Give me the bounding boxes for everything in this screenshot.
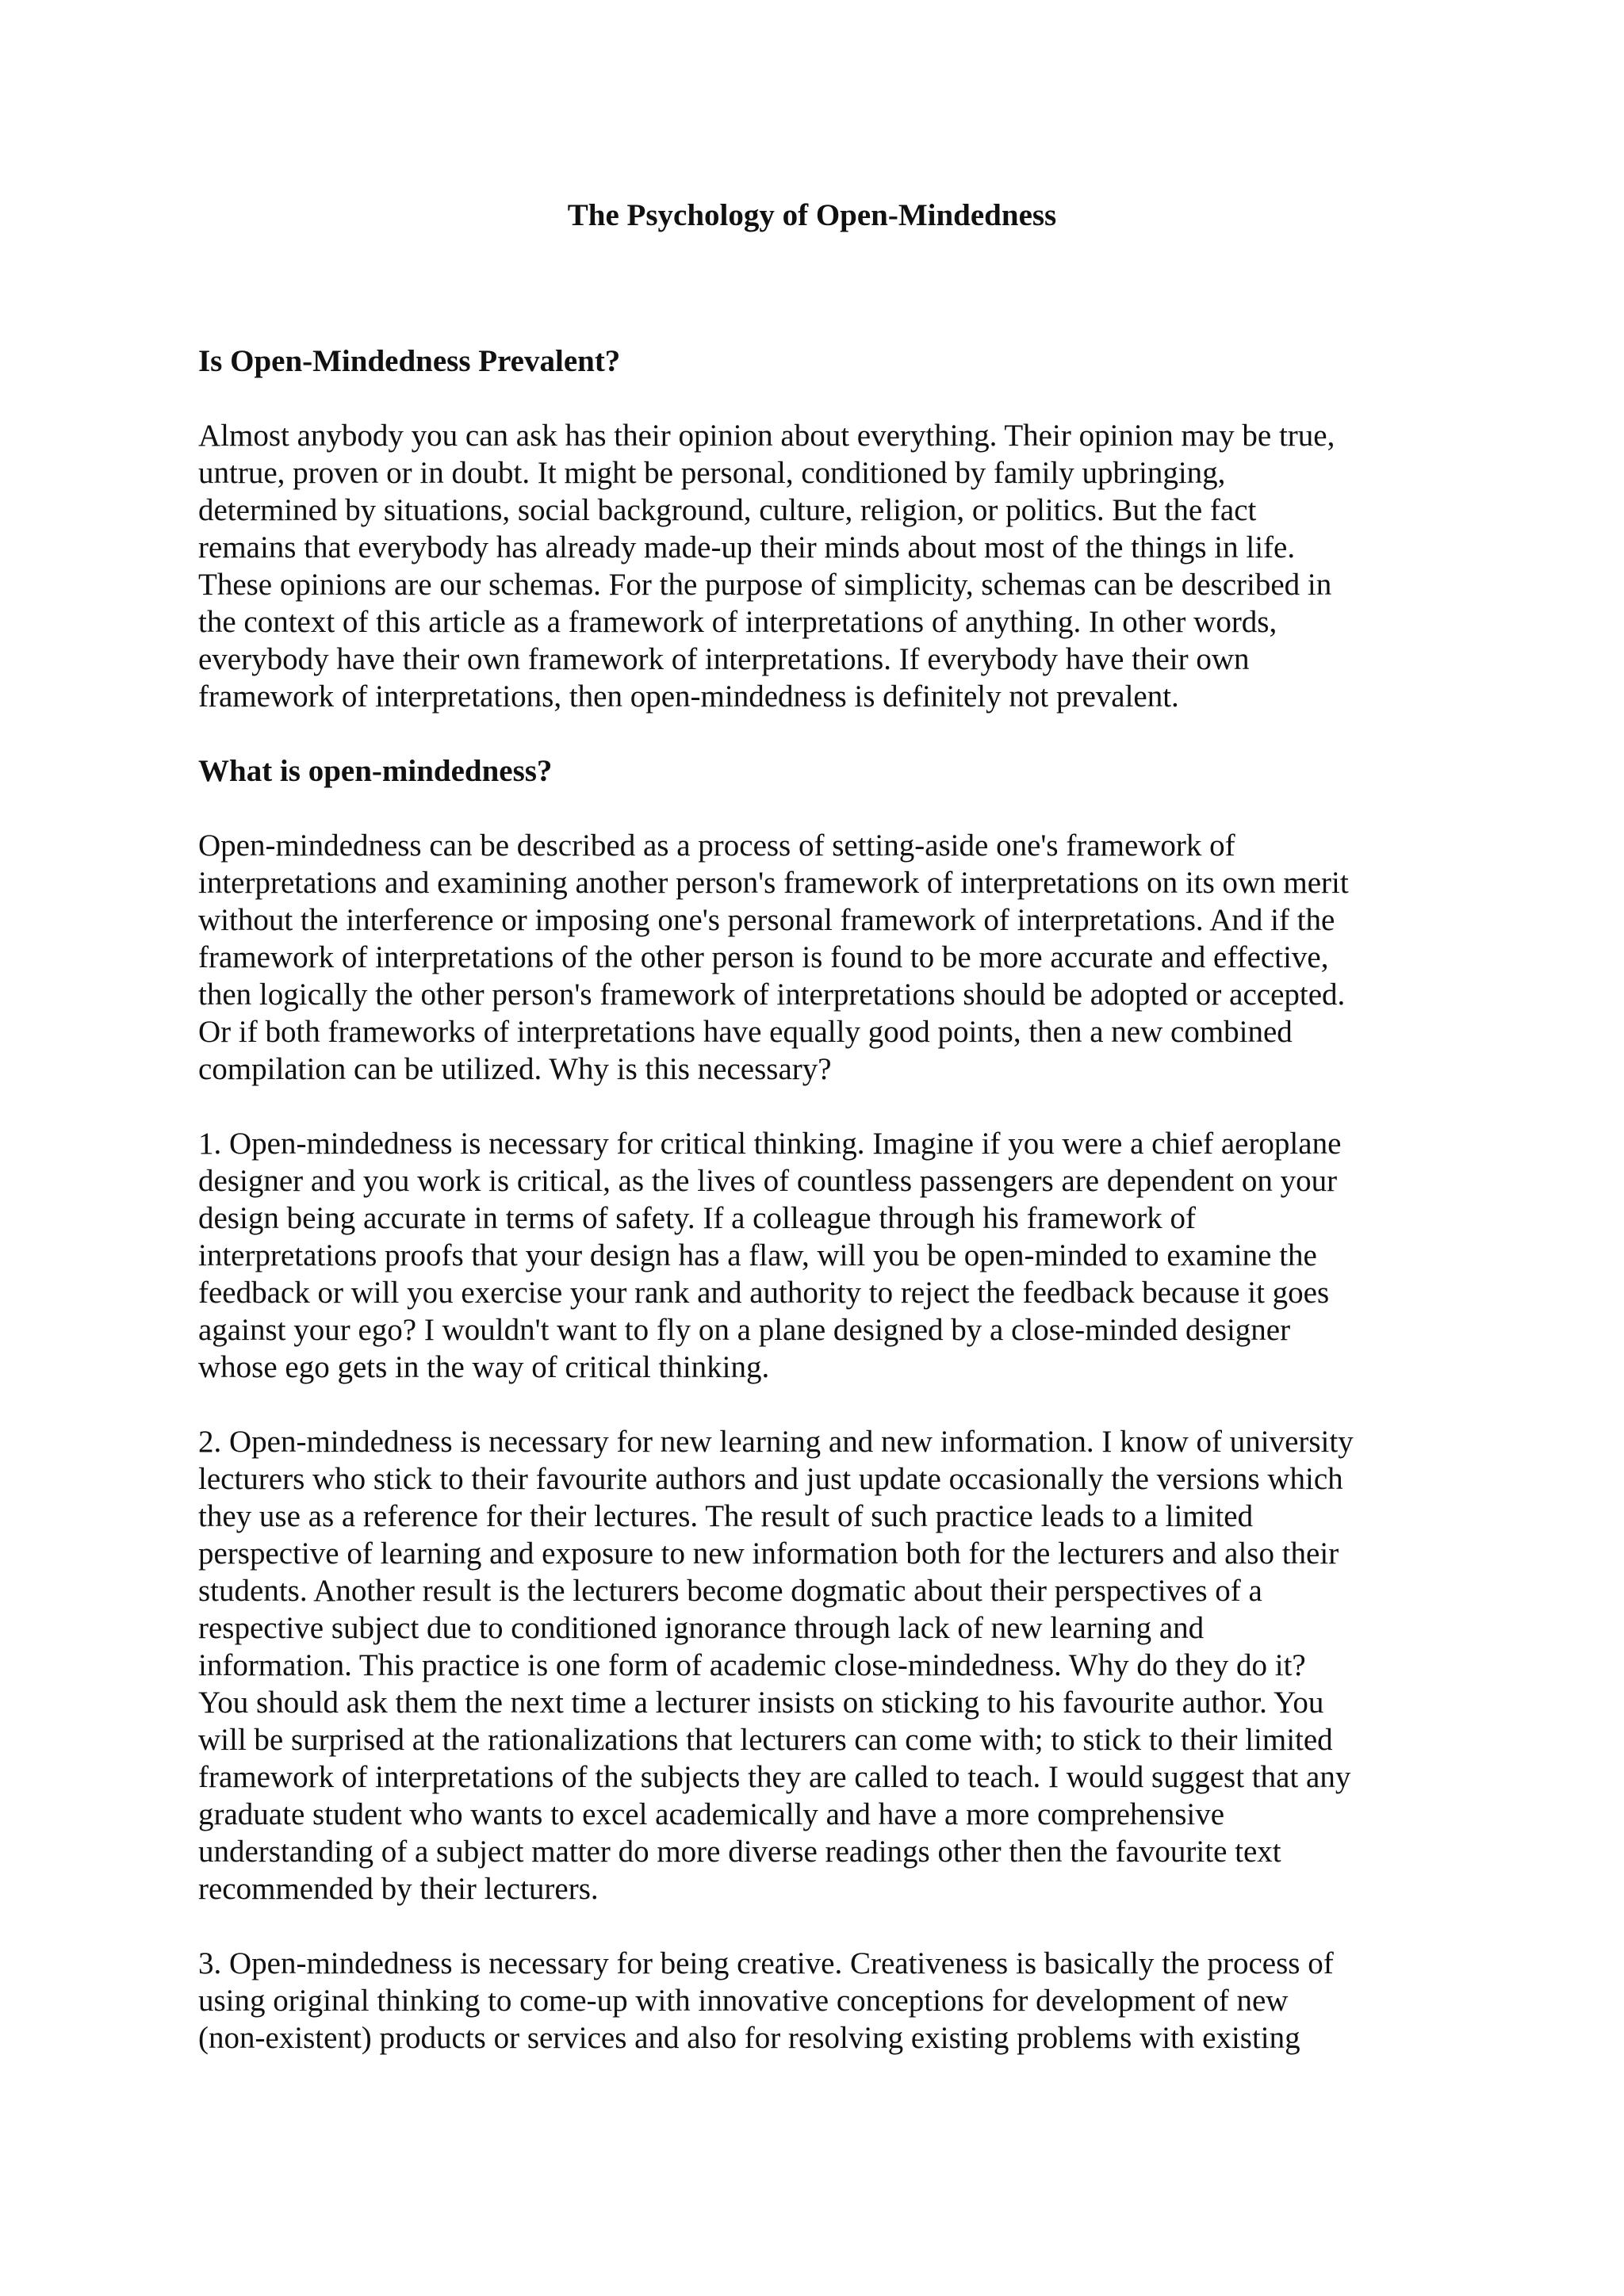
paragraph-line: 3. Open-mindedness is necessary for being creative. Creativeness is basically the process of — [198, 1946, 1334, 1980]
paragraph-line: students. Another result is the lecturers become dogmatic about their perspectives of a — [198, 1574, 1262, 1608]
paragraph-line: information. This practice is one form of academic close-mindedness. Why do they do it? — [198, 1648, 1306, 1682]
section-heading-prevalent: Is Open-Mindedness Prevalent? — [198, 344, 621, 378]
paragraph-line: will be surprised at the rationalizations that lecturers can come with; to stick to their limited — [198, 1723, 1333, 1757]
paragraph-line: Or if both frameworks of interpretations have equally good points, then a new combined — [198, 1015, 1293, 1049]
paragraph-line: Almost anybody you can ask has their opinion about everything. Their opinion may be true, — [198, 419, 1335, 453]
paragraph-definition — [198, 827, 1435, 1088]
paragraph-line: recommended by their lecturers. — [198, 1872, 599, 1906]
paragraph-line: feedback or will you exercise your rank and authority to reject the feedback because it goes — [198, 1276, 1330, 1310]
paragraph-line: 2. Open-mindedness is necessary for new learning and new information. I know of university — [198, 1425, 1354, 1459]
paragraph-line: These opinions are our schemas. For the purpose of simplicity, schemas can be described in — [198, 568, 1332, 602]
paragraph-line: remains that everybody has already made-up their minds about most of the things in life. — [198, 530, 1296, 564]
paragraph-line: framework of interpretations of the other person is found to be more accurate and effective, — [198, 940, 1329, 974]
paragraph-line: whose ego gets in the way of critical thinking. — [198, 1350, 770, 1384]
paragraph-line: the context of this article as a framework of interpretations of anything. In other words, — [198, 605, 1277, 639]
paragraph-line: everybody have their own framework of interpretations. If everybody have their own — [198, 642, 1250, 676]
paragraph-line: they use as a reference for their lectures. The result of such practice leads to a limited — [198, 1499, 1254, 1533]
section-heading-what-is: What is open-mindedness? — [198, 754, 553, 788]
paragraph-line: framework of interpretations of the subjects they are called to teach. I would suggest that any — [198, 1760, 1351, 1794]
paragraph-line: lecturers who stick to their favourite authors and just update occasionally the versions which — [198, 1462, 1343, 1496]
paragraph-line: design being accurate in terms of safety. If a colleague through his framework of — [198, 1201, 1196, 1235]
paragraph-prevalent — [198, 417, 1435, 715]
paragraph-line: using original thinking to come-up with innovative conceptions for development of new — [198, 1984, 1289, 2018]
paragraph-line: understanding of a subject matter do more diverse readings other then the favourite text — [198, 1835, 1281, 1869]
paragraph-line: compilation can be utilized. Why is this necessary? — [198, 1052, 832, 1086]
paragraph-line: then logically the other person's framework of interpretations should be adopted or accepted. — [198, 978, 1346, 1012]
paragraph-line: untrue, proven or in doubt. It might be personal, conditioned by family upbringing, — [198, 456, 1226, 490]
paragraph-line: interpretations and examining another person's framework of interpretations on its own merit — [198, 866, 1349, 900]
paragraph-line: without the interference or imposing one's personal framework of interpretations. And if the — [198, 903, 1335, 937]
paragraph-line: Open-mindedness can be described as a process of setting-aside one's framework of — [198, 828, 1235, 863]
document-body — [198, 342, 1435, 2094]
paragraph-critical-thinking — [198, 1125, 1435, 1386]
paragraph-line: 1. Open-mindedness is necessary for critical thinking. Imagine if you were a chief aeroplane — [198, 1127, 1342, 1161]
paragraph-line: determined by situations, social background, culture, religion, or politics. But the fact — [198, 493, 1257, 527]
paragraph-line: graduate student who wants to excel academically and have a more comprehensive — [198, 1797, 1225, 1831]
paragraph-line: (non-existent) products or services and also for resolving existing problems with existing — [198, 2021, 1300, 2055]
paragraph-line: framework of interpretations, then open-mindedness is definitely not prevalent. — [198, 679, 1179, 714]
paragraph-new-learning — [198, 1423, 1435, 1908]
paragraph-line: You should ask them the next time a lecturer insists on sticking to his favourite author. You — [198, 1686, 1324, 1720]
page-title: The Psychology of Open-Mindedness — [567, 198, 1057, 232]
paragraph-line: designer and you work is critical, as the lives of countless passengers are dependent on your — [198, 1164, 1338, 1198]
paragraph-line: perspective of learning and exposure to new information both for the lecturers and also their — [198, 1536, 1339, 1571]
paragraph-line: interpretations proofs that your design has a flaw, will you be open-minded to examine the — [198, 1238, 1317, 1272]
paragraph-line: against your ego? I wouldn't want to fly on a plane designed by a close-minded designer — [198, 1313, 1291, 1347]
paragraph-line: respective subject due to conditioned ignorance through lack of new learning and — [198, 1611, 1205, 1645]
paragraph-creativity — [198, 1945, 1435, 2057]
